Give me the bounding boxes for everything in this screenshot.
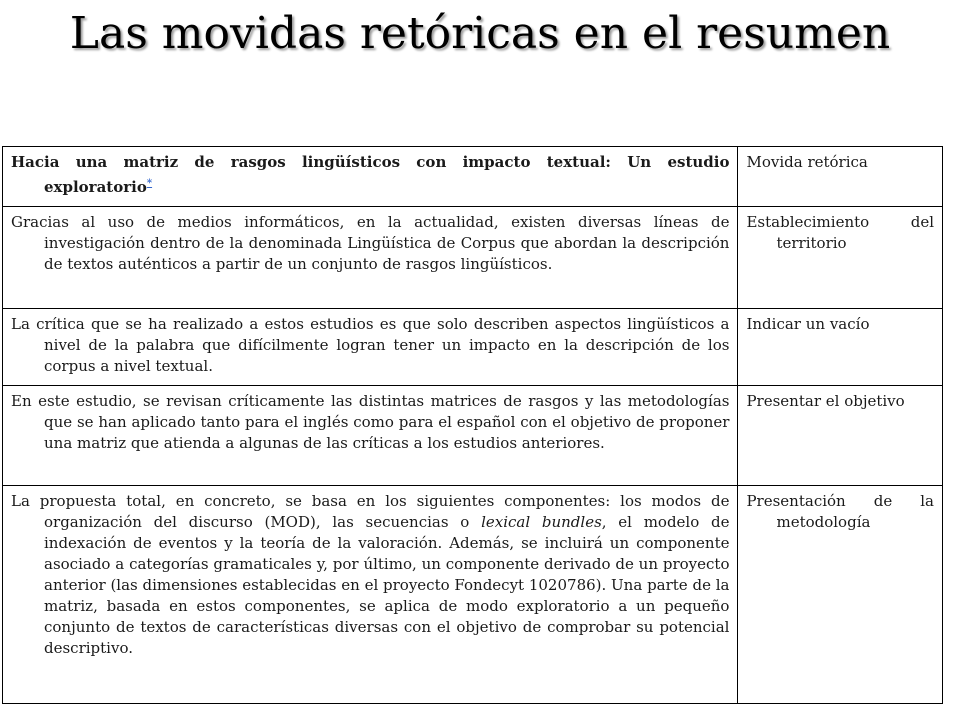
abstract-text-cell: [3, 207, 738, 309]
move-label: Presentación de la metodología: [746, 492, 934, 531]
move-label: Establecimiento del territorio: [746, 213, 934, 252]
article-title: [11, 152, 729, 198]
table-row: [3, 386, 943, 486]
header-move-cell: [738, 147, 943, 207]
move-cell: [738, 386, 943, 486]
table-row: [3, 207, 943, 309]
abstract-text: [11, 491, 729, 659]
article-title-text: Hacia una matriz de rasgos lingüísticos con impacto textual: Un estudio exploratorio: [11, 153, 730, 196]
move-cell: [738, 207, 943, 309]
abstract-text-cell: [3, 486, 738, 704]
move-label: Indicar un vacío: [746, 315, 870, 333]
abstract-text-emphasis: lexical bundles: [481, 513, 602, 531]
move-cell: [738, 309, 943, 386]
abstract-text: En este estudio, se revisan críticamente las distintas matrices de rasgos y las metodologías que se han aplicado tanto para el inglés como para el español con el objetivo de proponer una matriz que atienda a algunas de las críticas a los estudios anteriores.: [11, 392, 730, 452]
abstract-text-part: , el modelo de indexación de eventos y la teoría de la valoración. Además, se incluirá un componente asociado a categorías gramaticales y, por último, un componente derivado de un proyecto anterior (las dimensiones establecidas en el proyecto Fondecyt 1020786). Una parte de la matriz, basada en estos componentes, se aplica de modo exploratorio a un pequeño conjunto de textos de características diversas con el objetivo de comprobar su potencial descriptivo.: [44, 513, 730, 657]
table-row: [3, 309, 943, 386]
page-title: Las movidas retóricas en el resumen: [69, 8, 891, 59]
move-cell: [738, 486, 943, 704]
footnote-link[interactable]: *: [146, 178, 153, 189]
rhetorical-moves-table: [2, 146, 943, 704]
header-article-title-cell: [3, 147, 738, 207]
abstract-text: La crítica que se ha realizado a estos estudios es que solo describen aspectos lingüísticos a nivel de la palabra que difícilmente logran tener un impacto en la descripción de los corpus a nivel textual.: [11, 315, 730, 375]
abstract-text-part: La propuesta total, en concreto, se basa en los siguientes componentes: los modos de organización del discurso (MOD), las secuencias o: [11, 492, 730, 531]
table-header-row: [3, 147, 943, 207]
move-column-header: Movida retórica: [746, 153, 868, 171]
abstract-text-cell: [3, 386, 738, 486]
abstract-text: Gracias al uso de medios informáticos, en la actualidad, existen diversas líneas de investigación dentro de la denominada Lingüística de Corpus que abordan la descripción de textos auténticos a partir de un conjunto de rasgos lingüísticos.: [11, 213, 730, 273]
move-label: Presentar el objetivo: [746, 392, 905, 410]
table-row: [3, 486, 943, 704]
abstract-text-cell: [3, 309, 738, 386]
table: [2, 146, 943, 704]
